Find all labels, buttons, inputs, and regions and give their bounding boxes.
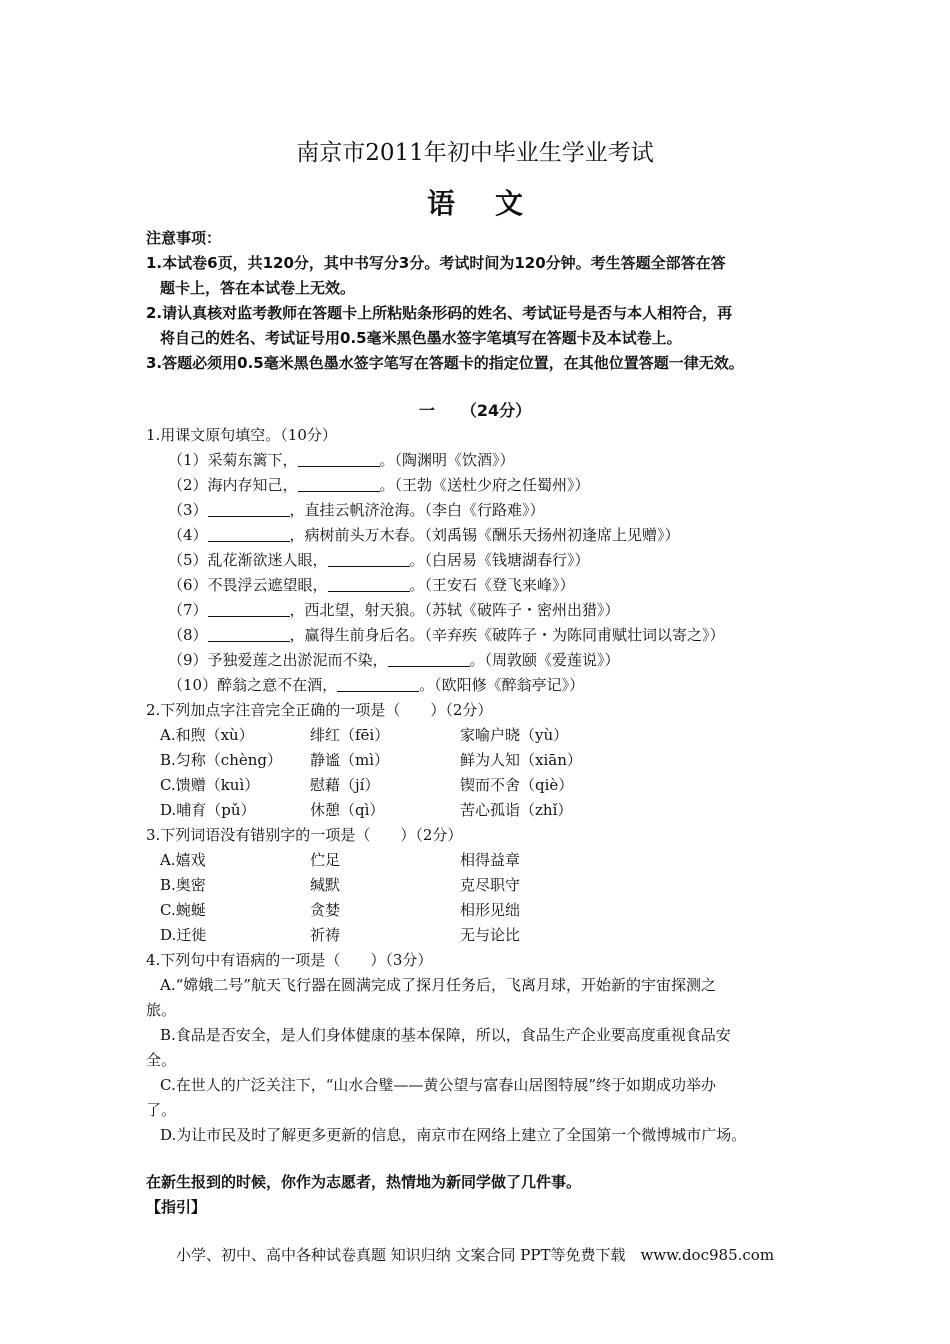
q3-option-row: D.迁徙 祈祷 无与论比 (160, 926, 521, 944)
q3-option-row: C.蜿蜒 贪婪 相形见绌 (160, 901, 521, 919)
section-heading (0, 398, 950, 421)
answer-blank[interactable] (298, 475, 380, 492)
section-score: （24分） (460, 401, 532, 420)
q4-option-a: A.“嫦娥二号”航天飞行器在圆满完成了探月任务后，飞离月球，开始新的宇宙探测之 (160, 976, 716, 994)
q3-option-row: A.嬉戏 伫足 相得益章 (160, 851, 521, 869)
q2-stem: 2.下列加点字注音完全正确的一项是（ ）（2分） (146, 701, 493, 719)
q1-item: （4） ，病树前头万木春。（刘禹锡《酬乐天扬州初逢席上见赠》） (168, 526, 680, 544)
q4-stem: 4.下列句中有语病的一项是（ ）（3分） (146, 951, 433, 969)
section-mark: 一 (418, 401, 435, 420)
q4-option-b-cont: 全。 (146, 1051, 177, 1069)
volunteer-section (146, 1170, 846, 1220)
q1-item: （1）采菊东篱下， 。（陶渊明《饮酒》） (168, 451, 515, 469)
answer-blank[interactable] (208, 625, 290, 642)
subject-char-2: 文 (495, 187, 524, 220)
notice-section (146, 226, 812, 376)
subject-char-1: 语 (426, 187, 455, 220)
answer-blank[interactable] (208, 525, 290, 542)
q4-option-c-cont: 了。 (146, 1101, 177, 1119)
guide-label: 【指引】 (146, 1198, 207, 1216)
q3-option-row: B.奥密 缄默 克尽职守 (160, 876, 521, 894)
volunteer-text: 在新生报到的时候，你作为志愿者，热情地为新同学做了几件事。 (146, 1173, 582, 1191)
q2-option-row: C.馈赠（kuì） 慰藉（jí） 锲而不舍（qiè） (160, 776, 574, 794)
q1-item: （3） ，直挂云帆济沧海。（李白《行路难》） (168, 501, 545, 519)
notice-item-1-cont: 题卡上，答在本试卷上无效。 (160, 279, 356, 297)
answer-blank[interactable] (208, 500, 290, 517)
q2-option-row: B.匀称（chèng） 静谧（mì） 鲜为人知（xiān） (160, 751, 582, 769)
answer-blank[interactable] (388, 650, 470, 667)
notice-item-1: 1.本试卷6页，共120分，其中书写分3分。考试时间为120分钟。考生答题全部答在答 (146, 254, 726, 272)
q1-item: （5）乱花渐欲迷人眼， 。（白居易《钱塘湖春行》） (168, 551, 590, 569)
answer-blank[interactable] (337, 675, 419, 692)
q1-item: （7） ，西北望，射天狼。（苏轼《破阵子・密州出猎》） (168, 601, 620, 619)
q4-option-a-cont: 旅。 (146, 1001, 177, 1019)
q4-option-b: B.食品是否安全，是人们身体健康的基本保障，所以，食品生产企业要高度重视食品安 (160, 1026, 731, 1044)
q1-item: （2）海内存知己， 。（王勃《送杜少府之任蜀州》） (168, 476, 590, 494)
q1-stem: 1.用课文原句填空。（10分） (146, 426, 337, 444)
answer-blank[interactable] (298, 450, 380, 467)
answer-blank[interactable] (328, 575, 410, 592)
q4-option-c: C.在世人的广泛关注下，“山水合璧——黄公望与富春山居图特展”终于如期成功举办 (160, 1076, 717, 1094)
q4-option-d: D.为让市民及时了解更多更新的信息，南京市在网络上建立了全国第一个微博城市广场。 (160, 1126, 747, 1144)
exam-title: 南京市2011年初中毕业生学业考试 (296, 140, 654, 166)
q1-item: （10）醉翁之意不在酒， 。（欧阳修《醉翁亭记》） (168, 676, 585, 694)
notice-item-2: 2.请认真核对监考教师在答题卡上所粘贴条形码的姓名、考试证号是否与本人相符合，再 (146, 304, 733, 322)
notice-heading: 注意事项： (146, 229, 222, 247)
q1-item: （8） ，赢得生前身后名。（辛弃疾《破阵子・为陈同甫赋壮词以寄之》） (168, 626, 725, 644)
answer-blank[interactable] (328, 550, 410, 567)
q2-option-row: D.哺育（pǔ） 休憩（qì） 苦心孤诣（zhǐ） (160, 801, 573, 819)
q3-stem: 3.下列词语没有错别字的一项是（ ）（2分） (146, 826, 463, 844)
questions (146, 423, 812, 1148)
footer-ad[interactable]: 小学、初中、高中各种试卷真题 知识归纳 文案合同 PPT等免费下载 www.doc985.com (175, 1246, 775, 1264)
notice-item-3: 3.答题必须用0.5毫米黑色墨水签字笔写在答题卡的指定位置，在其他位置答题一律无效。 (146, 354, 744, 372)
subject-title (0, 182, 950, 222)
q1-item: （6）不畏浮云遮望眼， 。（王安石《登飞来峰》） (168, 576, 575, 594)
q1-item: （9）予独爱莲之出淤泥而不染， 。（周敦颐《爱莲说》） (168, 651, 620, 669)
answer-blank[interactable] (208, 600, 290, 617)
notice-item-2-cont: 将自己的姓名、考试证号用0.5毫米黑色墨水签字笔填写在答题卡及本试卷上。 (160, 329, 682, 347)
q2-option-row: A.和煦（xù） 绯红（fēi） 家喻户晓（yù） (160, 726, 569, 744)
